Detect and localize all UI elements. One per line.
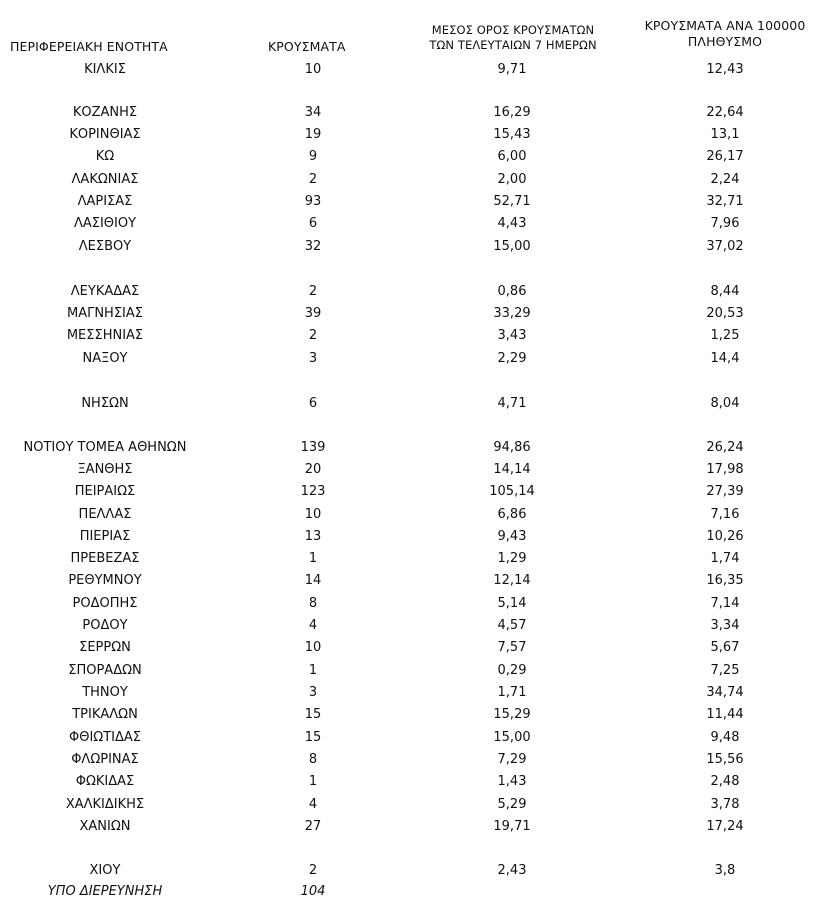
footer-row	[0, 882, 830, 902]
under-investigation-label: ΥΠΟ ΔΙΕΡΕΥΝΗΣΗ	[47, 884, 163, 899]
per100k-cell: 8,04	[710, 396, 740, 411]
per100k-cell: 22,64	[706, 105, 744, 120]
table-row	[0, 192, 830, 212]
region-cell: ΠΙΕΡΙΑΣ	[79, 529, 131, 544]
per100k-cell: 3,78	[710, 797, 740, 812]
region-cell: ΤΗΝΟΥ	[82, 685, 128, 700]
cases-cell: 19	[304, 127, 322, 142]
table-row	[0, 394, 830, 414]
table-row	[0, 482, 830, 502]
region-cell: ΝΗΣΩΝ	[81, 396, 129, 411]
table-row	[0, 349, 830, 369]
cases-cell: 2	[308, 284, 318, 299]
region-cell: ΣΠΟΡΑΔΩΝ	[68, 663, 142, 678]
cases-cell: 3	[308, 351, 318, 366]
avg-cell: 15,00	[493, 730, 531, 745]
header-avg-line2: ΤΩΝ ΤΕΛΕΥΤΑΙΩΝ 7 ΗΜΕΡΩΝ	[429, 38, 597, 52]
cases-cell: 1	[308, 774, 318, 789]
cases-cell: 32	[304, 239, 322, 254]
avg-cell: 9,43	[497, 529, 527, 544]
header-avg-line1: ΜΕΣΟΣ ΟΡΟΣ ΚΡΟΥΣΜΑΤΩΝ	[431, 23, 595, 37]
cases-cell: 10	[304, 507, 322, 522]
region-cell: ΚΙΛΚΙΣ	[84, 62, 126, 77]
region-cell: ΦΩΚΙΔΑΣ	[75, 774, 135, 789]
cases-cell: 6	[308, 216, 318, 231]
region-cell: ΝΟΤΙΟΥ ΤΟΜΕΑ ΑΘΗΝΩΝ	[23, 440, 187, 455]
per100k-cell: 16,35	[706, 573, 744, 588]
table-row	[0, 170, 830, 190]
cases-cell: 2	[308, 172, 318, 187]
per100k-cell: 32,71	[706, 194, 744, 209]
region-cell: ΚΟΡΙΝΘΙΑΣ	[69, 127, 141, 142]
table-row	[0, 505, 830, 525]
avg-cell: 33,29	[493, 306, 531, 321]
region-cell: ΜΕΣΣΗΝΙΑΣ	[66, 328, 144, 343]
under-investigation-cases: 104	[300, 884, 326, 899]
table-row	[0, 237, 830, 257]
region-cell: ΡΕΘΥΜΝΟΥ	[68, 573, 142, 588]
cases-cell: 1	[308, 551, 318, 566]
avg-cell: 14,14	[493, 462, 531, 477]
table-row	[0, 705, 830, 725]
cases-cell: 15	[304, 730, 322, 745]
cases-cell: 2	[308, 328, 318, 343]
per100k-cell: 1,25	[710, 328, 740, 343]
avg-cell: 3,43	[497, 328, 527, 343]
table-row	[0, 214, 830, 234]
table-row	[0, 282, 830, 302]
avg-cell: 52,71	[493, 194, 531, 209]
region-cell: ΚΩ	[95, 149, 115, 164]
per100k-cell: 2,24	[710, 172, 740, 187]
table-row	[0, 460, 830, 480]
per100k-cell: 5,67	[710, 640, 740, 655]
per100k-cell: 34,74	[706, 685, 744, 700]
per100k-cell: 12,43	[706, 62, 744, 77]
avg-cell: 9,71	[497, 62, 527, 77]
table-row	[0, 594, 830, 614]
avg-cell: 7,29	[497, 752, 527, 767]
per100k-cell: 3,8	[714, 863, 736, 878]
avg-cell: 5,29	[497, 797, 527, 812]
cases-cell: 20	[304, 462, 322, 477]
table-row	[0, 60, 830, 80]
cases-cell: 34	[304, 105, 322, 120]
table-row	[0, 750, 830, 770]
per100k-cell: 14,4	[710, 351, 740, 366]
region-cell: ΡΟΔΟΥ	[82, 618, 128, 633]
avg-cell: 4,57	[497, 618, 527, 633]
region-cell: ΦΛΩΡΙΝΑΣ	[71, 752, 139, 767]
avg-cell: 16,29	[493, 105, 531, 120]
header-cases: ΚΡΟΥΣΜΑΤΑ	[268, 39, 346, 54]
table-row	[0, 728, 830, 748]
region-cell: ΧΙΟΥ	[89, 863, 121, 878]
table-row	[0, 638, 830, 658]
per100k-cell: 9,48	[710, 730, 740, 745]
per100k-cell: 7,25	[710, 663, 740, 678]
table-row	[0, 549, 830, 569]
avg-cell: 5,14	[497, 596, 527, 611]
table-row	[0, 103, 830, 123]
avg-cell: 94,86	[493, 440, 531, 455]
per100k-cell: 37,02	[706, 239, 744, 254]
per100k-cell: 13,1	[710, 127, 740, 142]
per100k-cell: 26,24	[706, 440, 744, 455]
region-cell: ΛΕΣΒΟΥ	[78, 239, 132, 254]
region-cell: ΛΑΣΙΘΙΟΥ	[73, 216, 137, 231]
per100k-cell: 15,56	[706, 752, 744, 767]
avg-cell: 19,71	[493, 819, 531, 834]
region-cell: ΠΕΙΡΑΙΩΣ	[74, 484, 136, 499]
avg-cell: 12,14	[493, 573, 531, 588]
cases-cell: 2	[308, 863, 318, 878]
per100k-cell: 8,44	[710, 284, 740, 299]
region-cell: ΠΕΛΛΑΣ	[78, 507, 132, 522]
cases-cell: 8	[308, 596, 318, 611]
table-row	[0, 125, 830, 145]
avg-cell: 1,71	[497, 685, 527, 700]
cases-cell: 1	[308, 663, 318, 678]
cases-cell: 15	[304, 707, 322, 722]
per100k-cell: 26,17	[706, 149, 744, 164]
avg-cell: 7,57	[497, 640, 527, 655]
table-row	[0, 661, 830, 681]
cases-cell: 139	[300, 440, 326, 455]
per100k-cell: 20,53	[706, 306, 744, 321]
table-row	[0, 326, 830, 346]
avg-cell: 2,00	[497, 172, 527, 187]
cases-cell: 27	[304, 819, 322, 834]
table-row	[0, 438, 830, 458]
cases-cell: 4	[308, 797, 318, 812]
table-row	[0, 683, 830, 703]
avg-cell: 15,00	[493, 239, 531, 254]
cases-cell: 14	[304, 573, 322, 588]
cases-cell: 13	[304, 529, 322, 544]
region-cell: ΤΡΙΚΑΛΩΝ	[72, 707, 138, 722]
avg-cell: 6,86	[497, 507, 527, 522]
region-cell: ΝΑΞΟΥ	[82, 351, 128, 366]
header-per100k-line1: ΚΡΟΥΣΜΑΤΑ ΑΝΑ 100000	[644, 18, 806, 33]
avg-cell: 4,71	[497, 396, 527, 411]
avg-cell: 15,43	[493, 127, 531, 142]
table-row	[0, 147, 830, 167]
avg-cell: 4,43	[497, 216, 527, 231]
avg-cell: 1,29	[497, 551, 527, 566]
per100k-cell: 7,96	[710, 216, 740, 231]
region-cell: ΞΑΝΘΗΣ	[77, 462, 133, 477]
cases-cell: 123	[300, 484, 326, 499]
per100k-cell: 7,16	[710, 507, 740, 522]
avg-cell: 6,00	[497, 149, 527, 164]
per100k-cell: 10,26	[706, 529, 744, 544]
avg-cell: 0,29	[497, 663, 527, 678]
cases-cell: 4	[308, 618, 318, 633]
region-cell: ΣΕΡΡΩΝ	[79, 640, 131, 655]
per100k-cell: 7,14	[710, 596, 740, 611]
region-cell: ΡΟΔΟΠΗΣ	[72, 596, 138, 611]
avg-cell: 2,43	[497, 863, 527, 878]
table-row	[0, 527, 830, 547]
region-cell: ΚΟΖΑΝΗΣ	[72, 105, 138, 120]
table-row	[0, 772, 830, 792]
per100k-cell: 1,74	[710, 551, 740, 566]
table-row	[0, 861, 830, 881]
region-cell: ΜΑΓΝΗΣΙΑΣ	[66, 306, 143, 321]
region-cell: ΦΘΙΩΤΙΔΑΣ	[68, 730, 141, 745]
per100k-cell: 3,34	[710, 618, 740, 633]
avg-cell: 0,86	[497, 284, 527, 299]
avg-cell: 2,29	[497, 351, 527, 366]
region-cell: ΧΑΝΙΩΝ	[79, 819, 131, 834]
cases-cell: 93	[304, 194, 322, 209]
table-row	[0, 304, 830, 324]
cases-cell: 39	[304, 306, 322, 321]
cases-cell: 6	[308, 396, 318, 411]
cases-cell: 9	[308, 149, 318, 164]
avg-cell: 105,14	[489, 484, 535, 499]
per100k-cell: 17,98	[706, 462, 744, 477]
cases-cell: 10	[304, 62, 322, 77]
per100k-cell: 11,44	[706, 707, 744, 722]
table-row	[0, 571, 830, 591]
cases-cell: 10	[304, 640, 322, 655]
region-cell: ΠΡΕΒΕΖΑΣ	[70, 551, 140, 566]
avg-cell: 15,29	[493, 707, 531, 722]
avg-cell: 1,43	[497, 774, 527, 789]
header-region: ΠΕΡΙΦΕΡΕΙΑΚΗ ΕΝΟΤΗΤΑ	[10, 39, 168, 54]
per100k-cell: 27,39	[706, 484, 744, 499]
region-cell: ΛΕΥΚΑΔΑΣ	[70, 284, 140, 299]
region-cell: ΛΑΡΙΣΑΣ	[77, 194, 133, 209]
table-row	[0, 795, 830, 815]
cases-cell: 3	[308, 685, 318, 700]
cases-cell: 8	[308, 752, 318, 767]
table-row	[0, 616, 830, 636]
region-cell: ΛΑΚΩΝΙΑΣ	[71, 172, 139, 187]
table-row	[0, 817, 830, 837]
per100k-cell: 2,48	[710, 774, 740, 789]
header-per100k-line2: ΠΛΗΘΥΣΜΟ	[687, 34, 763, 49]
region-cell: ΧΑΛΚΙΔΙΚΗΣ	[65, 797, 145, 812]
per100k-cell: 17,24	[706, 819, 744, 834]
